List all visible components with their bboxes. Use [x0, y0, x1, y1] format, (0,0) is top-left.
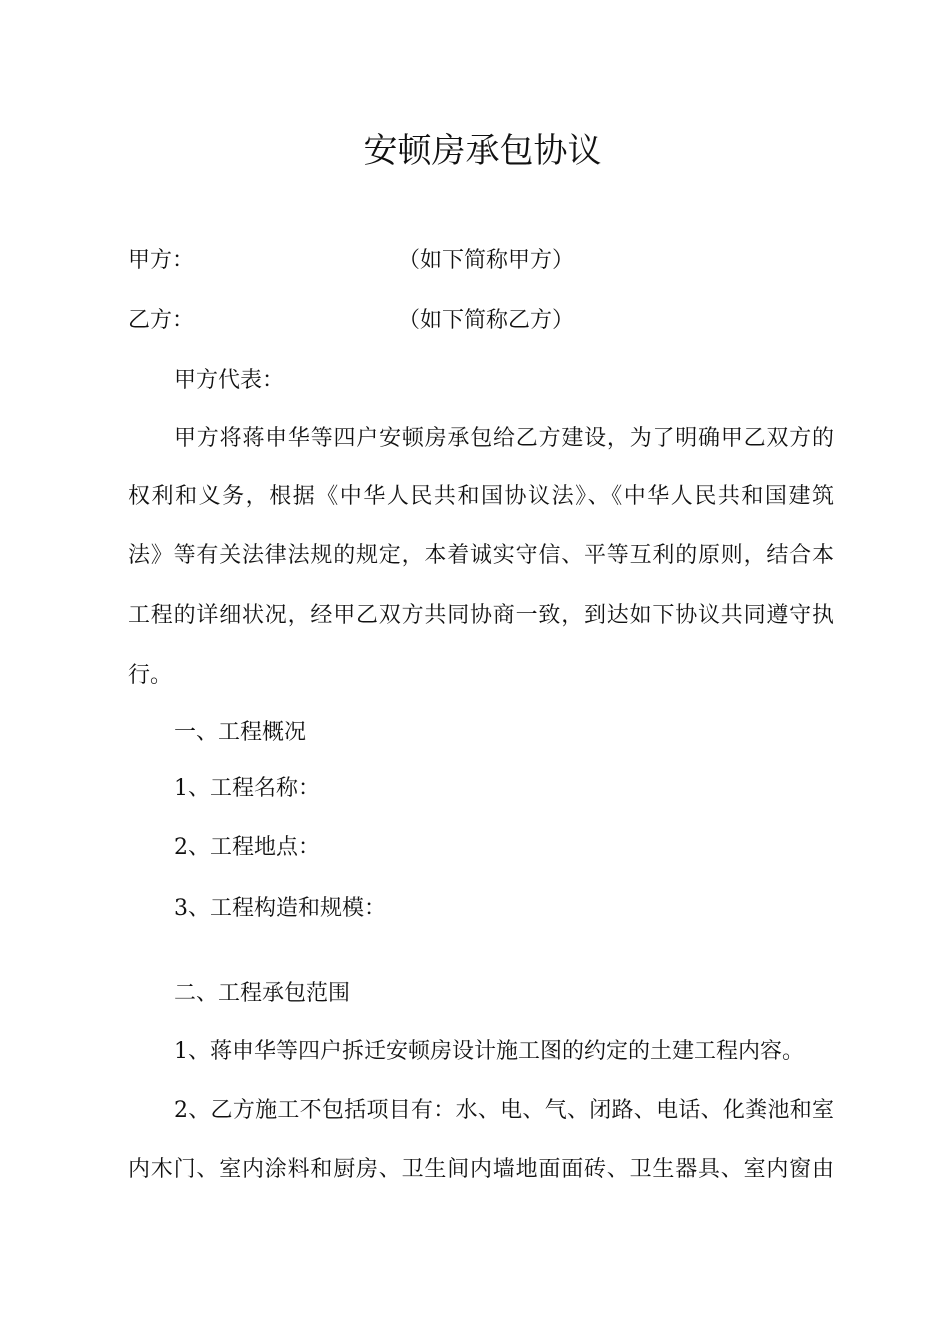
- intro-line-3: 法》等有关法律法规的规定，本着诚实守信、平等互利的原则，结合本: [128, 543, 834, 568]
- section-1-item-3: 3、工程构造和规模：: [174, 896, 386, 921]
- section-2-heading: 二、工程承包范围: [174, 981, 351, 1006]
- party-a-row: [128, 246, 828, 276]
- section-2-item-1: 1、蒋申华等四户拆迁安顿房设计施工图的约定的土建工程内容。: [174, 1039, 804, 1064]
- section-1-item-1: 1、工程名称：: [174, 776, 320, 801]
- section-1-heading: 一、工程概况: [174, 720, 307, 745]
- document-title: 安顿房承包协议: [363, 131, 602, 171]
- intro-line-2: 权利和义务，根据《中华人民共和国协议法》、《中华人民共和国建筑: [128, 484, 834, 509]
- section-1-item-2: 2、工程地点：: [174, 835, 320, 860]
- intro-line-1: 甲方将蒋申华等四户安顿房承包给乙方建设，为了明确甲乙双方的: [174, 426, 834, 451]
- intro-line-5: 行。: [128, 663, 173, 688]
- party-b-row: [128, 306, 828, 336]
- party-a-representative: 甲方代表：: [174, 368, 285, 393]
- intro-line-4: 工程的详细状况，经甲乙双方共同协商一致，到达如下协议共同遵守执: [128, 603, 834, 628]
- section-2-item-2-line-2: 内木门、室内涂料和厨房、卫生间内墙地面面砖、卫生器具、室内窗由: [128, 1157, 834, 1182]
- section-2-item-2-line-1: 2、乙方施工不包括项目有：水、电、气、闭路、电话、化粪池和室: [174, 1098, 834, 1123]
- party-b-label: 乙方：: [128, 308, 195, 333]
- party-b-note: （如下简称乙方）: [398, 308, 575, 333]
- party-a-note: （如下简称甲方）: [398, 248, 575, 273]
- party-a-label: 甲方：: [128, 248, 195, 273]
